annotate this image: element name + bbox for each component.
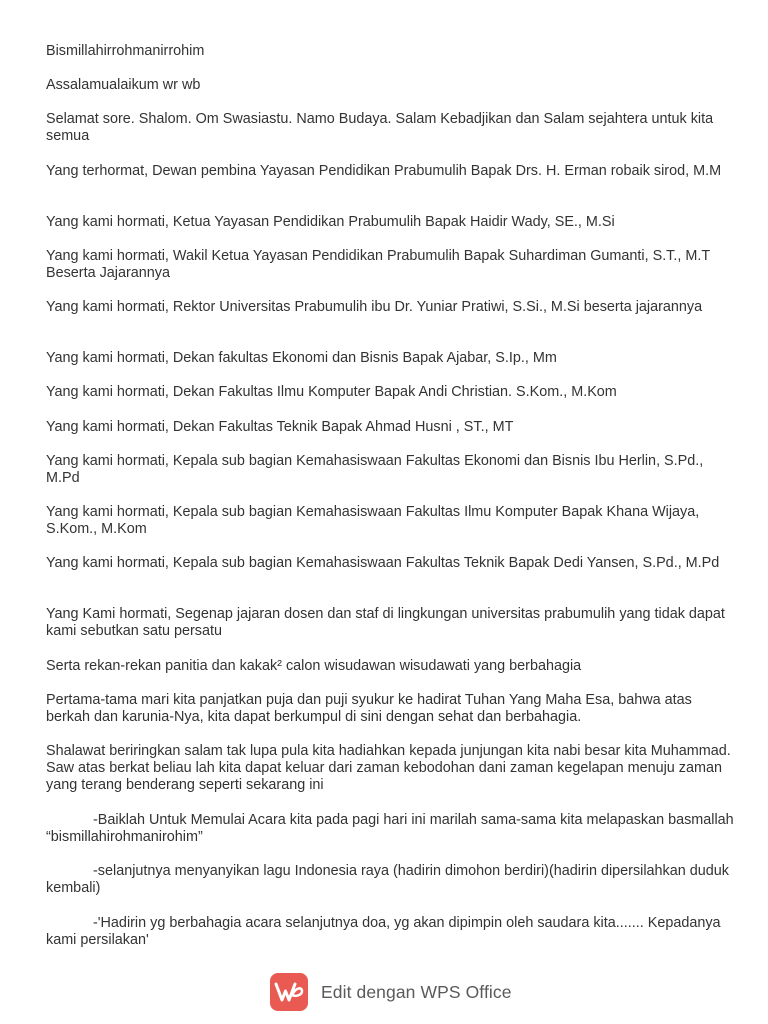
wps-logo-glyph — [274, 981, 304, 1003]
document-paragraph: Selamat sore. Shalom. Om Swasiastu. Namo Budaya. Salam Kebadjikan dan Salam sejahtera untuk kita semua — [46, 111, 714, 144]
document-paragraph: -Baiklah Untuk Memulai Acara kita pada pagi hari ini marilah sama-sama kita melapaskan basmallah “bismillahirohmanirohim” — [46, 812, 734, 845]
document-paragraph: Yang kami hormati, Kepala sub bagian Kemahasiswaan Fakultas Ilmu Komputer Bapak Khana Wijaya, S.Kom., M.Kom — [46, 504, 700, 537]
document-paragraph: Yang kami hormati, Rektor Universitas Prabumulih ibu Dr. Yuniar Pratiwi, S.Si., M.Si beserta jajarannya — [46, 299, 703, 315]
document-paragraph: Yang kami hormati, Kepala sub bagian Kemahasiswaan Fakultas Ekonomi dan Bisnis Ibu Herlin, S.Pd., M.Pd — [46, 453, 704, 486]
document-paragraph: Yang Kami hormati, Segenap jajaran dosen dan staf di lingkungan universitas prabumulih yang tidak dapat kami sebutkan satu persatu — [46, 606, 725, 639]
document-paragraph: Assalamualaikum wr wb — [46, 77, 201, 93]
document-paragraph: Yang terhormat, Dewan pembina Yayasan Pendidikan Prabumulih Bapak Drs. H. Erman robaik sirod, M.M — [46, 163, 722, 179]
wps-office-logo-icon — [270, 973, 308, 1011]
document-paragraph: Yang kami hormati, Dekan Fakultas Ilmu Komputer Bapak Andi Christian. S.Kom., M.Kom — [46, 384, 617, 400]
wps-edit-banner[interactable] — [270, 973, 512, 1011]
document-paragraph: Yang kami hormati, Wakil Ketua Yayasan Pendidikan Prabumulih Bapak Suhardiman Gumanti, S.T., M.T Beserta Jajarannya — [46, 248, 710, 281]
document-paragraph: Pertama-tama mari kita panjatkan puja dan puji syukur ke hadirat Tuhan Yang Maha Esa, bahwa atas berkah dan karunia-Nya, kita dapat berkumpul di sini dengan sehat dan berbahagia. — [46, 692, 692, 725]
document-paragraph: Yang kami hormati, Ketua Yayasan Pendidikan Prabumulih Bapak Haidir Wady, SE., M.Si — [46, 214, 615, 230]
document-paragraph: Serta rekan-rekan panitia dan kakak² calon wisudawan wisudawati yang berbahagia — [46, 658, 582, 674]
document-paragraph: Shalawat beriringkan salam tak lupa pula kita hadiahkan kepada junjungan kita nabi besar kita Muhammad. Saw atas berkat beliau lah kita dapat keluar dari zaman kebodohan dani zaman kegelapan menuju zaman yang terang benderang seperti sekarang ini — [46, 743, 731, 793]
document-paragraph: Yang kami hormati, Dekan Fakultas Teknik Bapak Ahmad Husni , ST., MT — [46, 419, 514, 435]
document-paragraph: -selanjutnya menyanyikan lagu Indonesia raya (hadirin dimohon berdiri)(hadirin dipersilahkan duduk kembali) — [46, 863, 729, 896]
document-paragraph: -'Hadirin yg berbahagia acara selanjutnya doa, yg akan dipimpin oleh saudara kita....... Kepadanya kami persilakan' — [46, 915, 721, 948]
document-paragraph: Yang kami hormati, Dekan fakultas Ekonomi dan Bisnis Bapak Ajabar, S.Ip., Mm — [46, 350, 557, 366]
wps-edit-label[interactable]: Edit dengan WPS Office — [321, 981, 512, 1002]
document-paragraph: Bismillahirrohmanirrohim — [46, 43, 205, 59]
document-paragraph: Yang kami hormati, Kepala sub bagian Kemahasiswaan Fakultas Teknik Bapak Dedi Yansen, S.Pd., M.Pd — [46, 555, 720, 571]
